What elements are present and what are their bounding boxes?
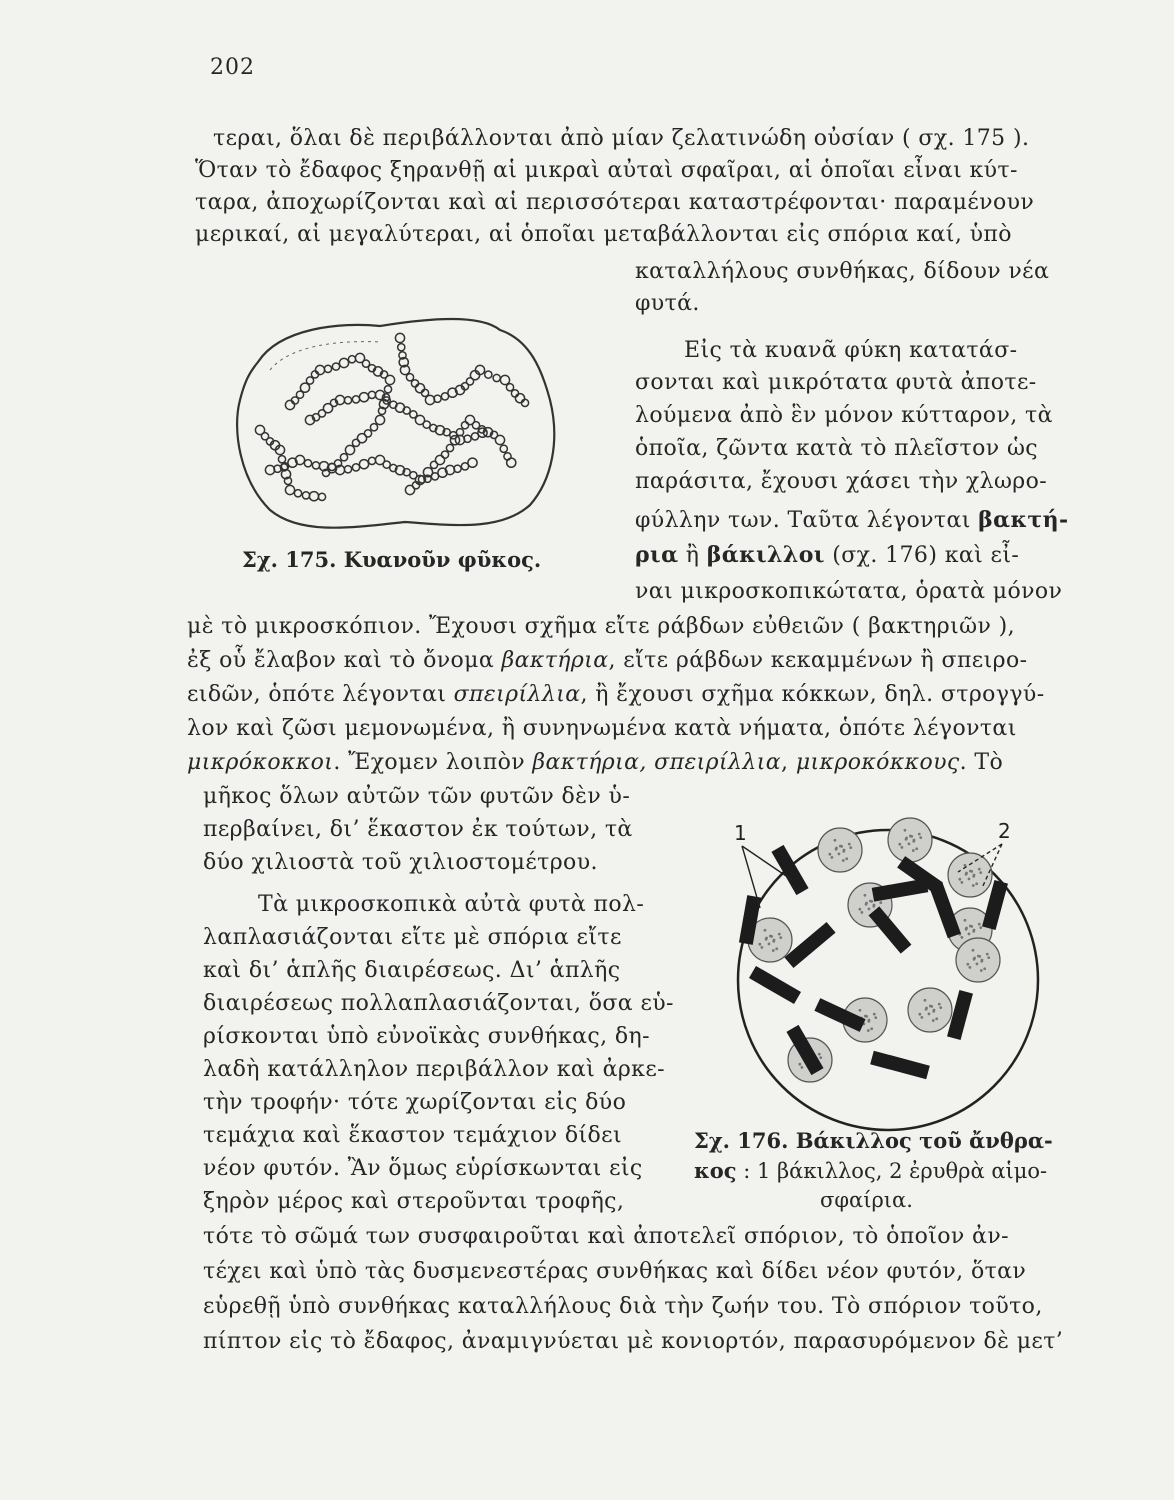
- alga-cell: [375, 415, 384, 424]
- red-blood-cell: [888, 818, 932, 862]
- text-line: [635, 540, 1019, 571]
- cell-stipple: [835, 847, 838, 850]
- alga-cell: [324, 365, 331, 372]
- cell-stipple: [818, 1053, 821, 1056]
- alga-cell: [511, 390, 518, 397]
- label-1: 1: [734, 821, 747, 845]
- cell-stipple: [983, 967, 986, 970]
- cell-stipple: [925, 1007, 928, 1010]
- cell-stipple: [970, 925, 973, 928]
- alga-cell: [425, 395, 434, 404]
- cell-stipple: [958, 878, 961, 881]
- microscope-field: [738, 830, 1038, 1130]
- cell-stipple: [904, 829, 907, 832]
- cell-stipple: [930, 1005, 933, 1008]
- cell-stipple: [964, 919, 967, 922]
- text-span: φύλλην των. Ταῦτα λέγονται: [635, 508, 979, 533]
- cell-stipple: [874, 1016, 877, 1019]
- cell-stipple: [920, 1016, 923, 1019]
- label-2: 2: [998, 819, 1011, 843]
- text-line: ὁποῖα, ζῶντα κατὰ τὸ πλεῖστον ὡς: [635, 436, 1038, 461]
- cell-stipple: [840, 845, 843, 848]
- alga-cell: [500, 445, 507, 452]
- cell-stipple: [918, 833, 921, 836]
- text-span: ,: [781, 750, 796, 775]
- red-blood-cell: [956, 938, 1000, 982]
- alga-cell: [315, 365, 324, 374]
- text-line: μερικαί, αἱ μεγαλύτεραι, αἱ ὁποῖαι μεταβάλλονται εἰς σπόρια καί, ὑπὸ: [195, 222, 1012, 247]
- alga-cell: [475, 365, 484, 374]
- text-span: ἐξ οὗ ἔλαβον καὶ τὸ ὄνομα: [187, 648, 502, 673]
- text-line: λον καὶ ζῶσι μεμονωμένα, ἢ συνηνωμένα κατὰ νήματα, ὁπότε λέγονται: [187, 716, 1017, 741]
- text-span: , ἢ ἔχουσι σχῆμα κόκκων, δηλ. στρογγύ-: [580, 682, 1045, 707]
- cell-stipple: [778, 933, 781, 936]
- alga-cell: [395, 333, 404, 342]
- cell-stipple: [770, 935, 773, 938]
- text-line: τέχει καὶ ὑπὸ τὰς δυσμενεστέρας συνθήκας καὶ δίδει νέον φυτόν, ὅταν: [203, 1259, 1027, 1284]
- cell-stipple: [830, 856, 833, 859]
- cell-stipple: [900, 846, 903, 849]
- alga-cell: [506, 384, 513, 391]
- cell-stipple: [924, 999, 927, 1002]
- cell-stipple: [865, 902, 868, 905]
- bold-term: βακτή-: [978, 507, 1069, 533]
- cell-stipple: [986, 953, 989, 956]
- text-line: δύο χιλιοστὰ τοῦ χιλιοστομέτρου.: [203, 850, 598, 875]
- cell-stipple: [772, 949, 775, 952]
- italic-term: σπειρίλλια: [453, 682, 581, 707]
- cell-stipple: [772, 940, 775, 943]
- alga-cell-chains: [255, 333, 528, 500]
- cell-stipple: [978, 868, 981, 871]
- alga-cell: [485, 371, 492, 378]
- cell-stipple: [975, 882, 978, 885]
- text-line: μὲ τὸ μικροσκόπιον. Ἔχουσι σχῆμα εἴτε ράβδων εὐθειῶν ( βακτηριῶν ),: [187, 614, 1015, 639]
- figure-176-anthrax-bacillus: [720, 810, 1030, 1130]
- cell-stipple: [968, 966, 971, 969]
- text-line: τεμάχια καὶ ἕκαστον τεμάχιον δίδει: [203, 1123, 622, 1148]
- text-span: , εἴτε ράβδων κεκαμμένων ἢ σπειρο-: [608, 648, 1028, 673]
- cell-stipple: [980, 960, 983, 963]
- alga-cell: [265, 465, 274, 474]
- cell-stipple: [779, 936, 782, 939]
- alga-cell: [306, 377, 313, 384]
- cell-stipple: [764, 929, 767, 932]
- text-line: τότε τὸ σῶμά των συσφαιροῦται καὶ ἀποτελεῖ σπόριον, τὸ ὁποῖον ἀν-: [203, 1224, 1009, 1249]
- text-line: ρίσκονται ὑπὸ εὐνοϊκὰς συνθήκας, δη-: [203, 1024, 650, 1049]
- cell-stipple: [870, 900, 873, 903]
- text-line: ξηρὸν μέρος καὶ στεροῦνται τροφῆς,: [203, 1189, 625, 1214]
- cell-stipple: [828, 853, 831, 856]
- text-line: λαπλασιάζονται εἴτε μὲ σπόρια εἴτε: [203, 925, 622, 950]
- text-line: καταλλήλους συνθήκας, δίδουν νέα: [635, 259, 1050, 284]
- cell-stipple: [798, 1063, 801, 1066]
- alga-cell: [344, 466, 351, 473]
- cell-stipple: [870, 1027, 873, 1030]
- bacillus-rod: [872, 878, 929, 901]
- cell-stipple: [908, 842, 911, 845]
- cell-stipple: [972, 875, 975, 878]
- cell-stipple: [872, 905, 875, 908]
- italic-term: μικροκόκκους: [795, 750, 960, 775]
- alga-cell: [446, 444, 453, 451]
- cell-stipple: [765, 937, 768, 940]
- cell-stipple: [960, 881, 963, 884]
- alga-cell: [359, 393, 368, 402]
- caption-text: : 1 βάκιλλος, 2 ἐρυθρὰ αἱμο-: [736, 1159, 1048, 1183]
- cell-stipple: [819, 1056, 822, 1059]
- cell-stipple: [973, 957, 976, 960]
- red-blood-cell: [818, 828, 862, 872]
- cell-stipple: [867, 1020, 870, 1023]
- alga-outline: [237, 319, 554, 528]
- cell-stipple: [938, 1003, 941, 1006]
- alga-cell: [309, 492, 318, 501]
- text-line: Ὅταν τὸ ἔδαφος ξηρανθῇ αἱ μικραὶ αὐταὶ σφαῖραι, αἱ ὁποῖαι εἶναι κύτ-: [195, 158, 1018, 183]
- cell-stipple: [979, 871, 982, 874]
- text-line: λαδὴ κατάλληλον περιβάλλον καὶ ἀρκε-: [203, 1057, 665, 1082]
- text-line: λούμενα ἀπὸ ἓν μόνον κύτταρον, τὰ: [635, 403, 1053, 428]
- text-span: . Τὸ: [959, 750, 1004, 775]
- alga-cell: [515, 394, 524, 403]
- text-line: [187, 748, 1003, 778]
- cell-stipple: [987, 956, 990, 959]
- cell-stipple: [912, 840, 915, 843]
- text-line: τὴν τροφήν· τότε χωρίζονται εἰς δύο: [203, 1090, 627, 1115]
- alga-cell: [304, 460, 311, 467]
- text-line: ταρα, ἀποχωρίζονται καὶ αἱ περισσότεραι καταστρέφονται· παραμένουν: [195, 190, 1035, 215]
- cell-stipple: [859, 1009, 862, 1012]
- alga-cell: [495, 435, 504, 444]
- alga-cell: [312, 462, 319, 469]
- text-line: περβαίνει, δι’ ἕκαστον ἐκ τούτων, τὰ: [203, 817, 633, 842]
- alga-cell: [435, 455, 444, 464]
- figure-175-blue-green-alga: [230, 310, 570, 540]
- cell-stipple: [928, 1012, 931, 1015]
- cell-stipple: [976, 962, 979, 965]
- text-line: καὶ δι’ ἁπλῆς διαιρέσεως. Δι’ ἁπλῆς: [203, 958, 621, 983]
- text-line: σονται καὶ μικρότατα φυτὰ ἀποτε-: [635, 370, 1037, 395]
- alga-cell: [411, 380, 418, 387]
- alga-cell: [507, 458, 516, 467]
- page-number: 202: [210, 55, 255, 80]
- italic-term: βακτήρια: [501, 648, 609, 673]
- alga-cell: [461, 422, 468, 429]
- italic-term: βακτήρια, σπειρίλλια: [532, 750, 782, 775]
- cell-stipple: [932, 1019, 935, 1022]
- cell-stipple: [800, 1066, 803, 1069]
- text-span: . Ἔχομεν λοιπὸν: [333, 750, 533, 775]
- alga-cell: [370, 424, 377, 431]
- alga-cell: [493, 374, 500, 381]
- cell-stipple: [838, 852, 841, 855]
- cell-stipple: [873, 1013, 876, 1016]
- alga-cell: [348, 356, 355, 363]
- cell-stipple: [960, 936, 963, 939]
- alga-cell: [332, 363, 339, 370]
- cell-stipple: [860, 911, 863, 914]
- bacillus-rod: [749, 966, 801, 1004]
- bacillus-rod: [870, 1051, 930, 1080]
- bacillus-rod: [784, 922, 835, 968]
- cell-stipple: [919, 836, 922, 839]
- cell-stipple: [858, 908, 861, 911]
- cell-stipple: [879, 901, 882, 904]
- figure-175-caption: Σχ. 175. Κυανοῦν φῦκος.: [242, 547, 542, 572]
- text-line: μῆκος ὅλων αὐτῶν τῶν φυτῶν δὲν ὑ-: [203, 784, 631, 809]
- text-line: ναι μικροσκοπικώτατα, ὁρατὰ μόνον: [635, 579, 1063, 604]
- cell-stipple: [868, 907, 871, 910]
- cell-stipple: [968, 932, 971, 935]
- alga-cell: [441, 451, 448, 458]
- alga-cell: [278, 456, 285, 463]
- text-line: νέον φυτόν. Ἂν ὅμως εὑρίσκωνται εἰς: [203, 1156, 643, 1181]
- cell-stipple: [980, 969, 983, 972]
- alga-cell: [344, 397, 351, 404]
- alga-cell: [345, 445, 354, 454]
- text-line: διαιρέσεως πολλαπλασιάζονται, ὅσα εὑ-: [203, 991, 674, 1016]
- text-line: πίπτον εἰς τὸ ἔδαφος, ἀναμιγνύεται μὲ κονιορτόν, παρασυρόμενον δὲ μετ’: [203, 1329, 1064, 1354]
- text-line: [187, 680, 1045, 710]
- cell-stipple: [918, 1013, 921, 1016]
- cell-stipple: [912, 849, 915, 852]
- cell-stipple: [842, 859, 845, 862]
- alga-cell: [352, 464, 359, 471]
- text-line: εὑρεθῇ ὑπὸ συνθήκας καταλλήλους διὰ τὴν ζωήν του. Τὸ σπόριον τοῦτο,: [203, 1294, 1043, 1319]
- cell-stipple: [972, 884, 975, 887]
- caption-line: Σχ. 176. Βάκιλλος τοῦ ἄνθρα-: [694, 1128, 1053, 1153]
- text-span: ἢ: [678, 543, 707, 568]
- text-line: τεραι, ὅλαι δὲ περιβάλλονται ἀπὸ μίαν ζελατινώδη οὐσίαν ( σχ. 175 ).: [213, 126, 1030, 151]
- text-line: παράσιτα, ἔχουσι χάσει τὴν χλωρο-: [635, 469, 1048, 494]
- cell-stipple: [935, 1017, 938, 1020]
- cell-stipple: [848, 843, 851, 846]
- text-line: Τὰ μικροσκοπικὰ αὐτὰ φυτὰ πολ-: [258, 892, 645, 917]
- cell-stipple: [834, 839, 837, 842]
- alga-cell: [468, 458, 477, 467]
- alga-cell: [368, 391, 375, 398]
- text-span: ειδῶν, ὁπότε λέγονται: [187, 682, 454, 707]
- cell-stipple: [970, 870, 973, 873]
- alga-cell: [384, 386, 391, 393]
- alga-cell: [285, 400, 294, 409]
- cell-stipple: [910, 835, 913, 838]
- alga-cell: [339, 358, 348, 367]
- figure-176-caption-line3: σφαίρια.: [820, 1188, 913, 1212]
- alga-cell: [415, 384, 424, 393]
- text-line: Εἰς τὰ κυανᾶ φύκη κατατάσ-: [684, 338, 1018, 363]
- red-blood-cell: [908, 988, 952, 1032]
- alga-cell: [398, 344, 405, 351]
- cell-stipple: [978, 923, 981, 926]
- alga-cell: [368, 457, 375, 464]
- alga-cell: [302, 492, 309, 499]
- bold-term: ρια: [635, 542, 679, 568]
- cell-stipple: [932, 1010, 935, 1013]
- cell-stipple: [915, 847, 918, 850]
- cell-stipple: [968, 877, 971, 880]
- cell-stipple: [966, 963, 969, 966]
- text-line: [187, 646, 1027, 676]
- alga-cell: [406, 374, 413, 381]
- text-line: φυτά.: [635, 291, 700, 316]
- cell-stipple: [979, 926, 982, 929]
- alga-cell: [352, 439, 359, 446]
- cell-stipple: [849, 846, 852, 849]
- cell-stipple: [972, 930, 975, 933]
- text-line: [635, 505, 1069, 536]
- cell-stipple: [939, 1006, 942, 1009]
- red-blood-cell: [948, 853, 992, 897]
- cell-stipple: [775, 947, 778, 950]
- alga-cell: [285, 485, 294, 494]
- alga-cell: [352, 396, 359, 403]
- cell-stipple: [760, 946, 763, 949]
- alga-cell: [340, 454, 347, 461]
- caption-bold: κος: [694, 1158, 737, 1183]
- alga-cell: [470, 371, 479, 380]
- cell-stipple: [978, 955, 981, 958]
- cell-stipple: [845, 857, 848, 860]
- alga-cell: [294, 490, 301, 497]
- cell-stipple: [865, 1015, 868, 1018]
- cell-stipple: [768, 942, 771, 945]
- italic-term: μικρόκοκκοι: [187, 750, 334, 775]
- cell-stipple: [965, 872, 968, 875]
- alga-cell: [318, 493, 325, 500]
- alga-cell: [385, 375, 394, 384]
- cell-stipple: [898, 843, 901, 846]
- alga-cell: [500, 375, 509, 384]
- cell-stipple: [965, 927, 968, 930]
- cell-stipple: [972, 949, 975, 952]
- text-span: (σχ. 176) καὶ εἶ-: [824, 543, 1020, 568]
- cell-stipple: [842, 850, 845, 853]
- figure-176-caption: [694, 1128, 1053, 1153]
- cell-stipple: [758, 943, 761, 946]
- cell-stipple: [864, 894, 867, 897]
- bold-term: βάκιλλοι: [706, 542, 825, 568]
- alga-cell: [359, 460, 368, 469]
- figure-176-caption-line2: [694, 1158, 1047, 1183]
- cell-stipple: [905, 837, 908, 840]
- cell-stipple: [867, 1029, 870, 1032]
